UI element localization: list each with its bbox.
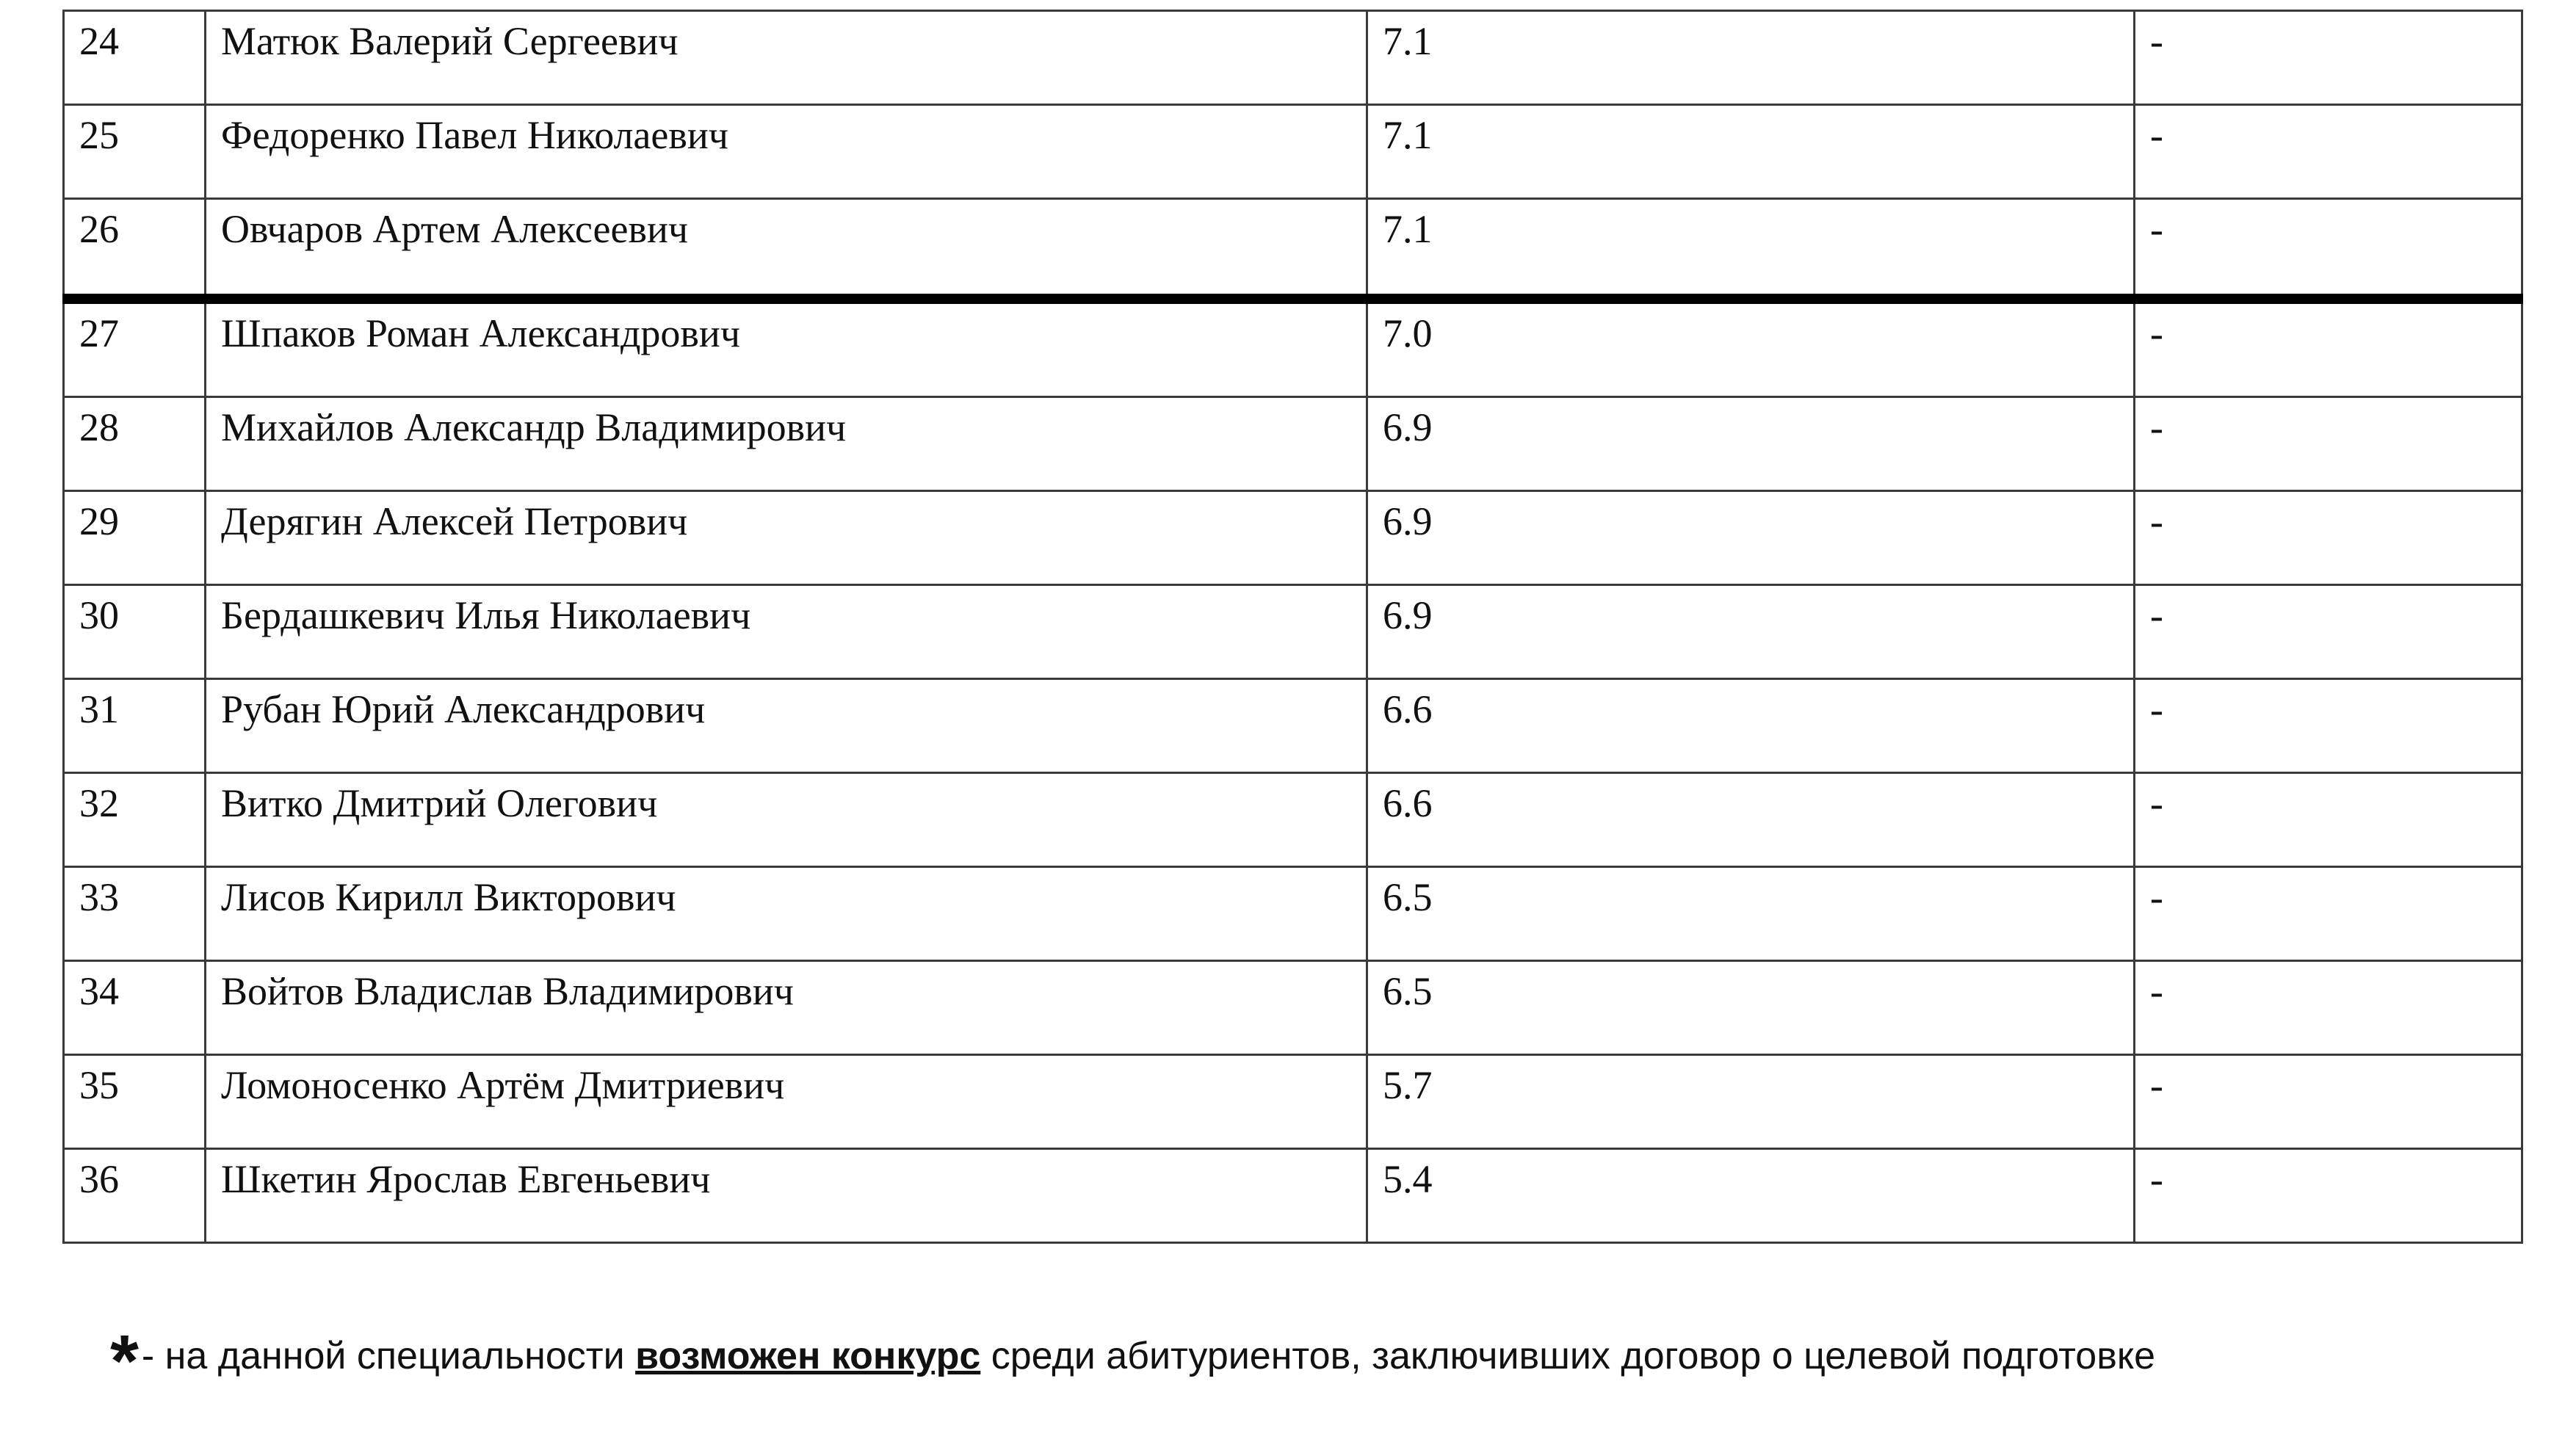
row-number: 27	[64, 299, 206, 397]
asterisk-symbol: *	[110, 1320, 139, 1402]
table-row	[64, 773, 2522, 867]
applicant-mark: -	[2135, 1149, 2522, 1243]
applicant-score: 5.7	[1367, 1055, 2135, 1149]
applicant-mark: -	[2135, 105, 2522, 199]
applicant-score: 7.1	[1367, 105, 2135, 199]
applicant-score: 5.4	[1367, 1149, 2135, 1243]
applicant-score: 6.6	[1367, 679, 2135, 773]
applicant-mark: -	[2135, 11, 2522, 105]
applicants-table	[62, 10, 2523, 1244]
row-number: 36	[64, 1149, 206, 1243]
row-number: 24	[64, 11, 206, 105]
table-row	[64, 105, 2522, 199]
applicant-name: Ломоносенко Артём Дмитриевич	[206, 1055, 1367, 1149]
applicant-mark: -	[2135, 585, 2522, 679]
applicant-name: Овчаров Артем Алексеевич	[206, 199, 1367, 300]
applicant-name: Федоренко Павел Николаевич	[206, 105, 1367, 199]
applicant-name: Дерягин Алексей Петрович	[206, 491, 1367, 585]
applicant-mark: -	[2135, 867, 2522, 961]
applicant-name: Михайлов Александр Владимирович	[206, 397, 1367, 491]
applicant-name: Шкетин Ярослав Евгеньевич	[206, 1149, 1367, 1243]
row-number: 30	[64, 585, 206, 679]
row-number: 26	[64, 199, 206, 300]
table-row	[64, 199, 2522, 300]
applicant-name: Шпаков Роман Александрович	[206, 299, 1367, 397]
table-row	[64, 1055, 2522, 1149]
applicant-name: Матюк Валерий Сергеевич	[206, 11, 1367, 105]
applicant-mark: -	[2135, 1055, 2522, 1149]
applicant-score: 6.5	[1367, 961, 2135, 1055]
applicant-mark: -	[2135, 773, 2522, 867]
applicant-score: 7.0	[1367, 299, 2135, 397]
table-row	[64, 961, 2522, 1055]
footnote-emphasis: возможен конкурс	[635, 1335, 981, 1377]
applicant-score: 6.9	[1367, 491, 2135, 585]
footnote-text-start: - на данной специальности	[141, 1335, 636, 1377]
table-row	[64, 299, 2522, 397]
applicant-name: Лисов Кирилл Викторович	[206, 867, 1367, 961]
applicant-score: 6.5	[1367, 867, 2135, 961]
applicant-name: Войтов Владислав Владимирович	[206, 961, 1367, 1055]
row-number: 25	[64, 105, 206, 199]
footnote	[110, 1318, 2156, 1402]
table-row	[64, 491, 2522, 585]
applicant-mark: -	[2135, 397, 2522, 491]
table-row	[64, 11, 2522, 105]
row-number: 31	[64, 679, 206, 773]
applicant-score: 6.9	[1367, 397, 2135, 491]
applicant-mark: -	[2135, 961, 2522, 1055]
applicant-mark: -	[2135, 679, 2522, 773]
applicant-score: 7.1	[1367, 11, 2135, 105]
applicant-mark: -	[2135, 299, 2522, 397]
applicant-score: 7.1	[1367, 199, 2135, 300]
row-number: 35	[64, 1055, 206, 1149]
row-number: 28	[64, 397, 206, 491]
row-number: 32	[64, 773, 206, 867]
table-row	[64, 679, 2522, 773]
row-number: 34	[64, 961, 206, 1055]
table-row	[64, 1149, 2522, 1243]
applicant-name: Бердашкевич Илья Николаевич	[206, 585, 1367, 679]
applicant-name: Рубан Юрий Александрович	[206, 679, 1367, 773]
row-number: 29	[64, 491, 206, 585]
table-row	[64, 867, 2522, 961]
footnote-text-end: среди абитуриентов, заключивших договор о целевой подготовке	[980, 1335, 2156, 1377]
table-row	[64, 397, 2522, 491]
row-number: 33	[64, 867, 206, 961]
applicant-mark: -	[2135, 199, 2522, 300]
applicant-mark: -	[2135, 491, 2522, 585]
applicant-name: Витко Дмитрий Олегович	[206, 773, 1367, 867]
applicant-score: 6.6	[1367, 773, 2135, 867]
table-row	[64, 585, 2522, 679]
applicant-score: 6.9	[1367, 585, 2135, 679]
